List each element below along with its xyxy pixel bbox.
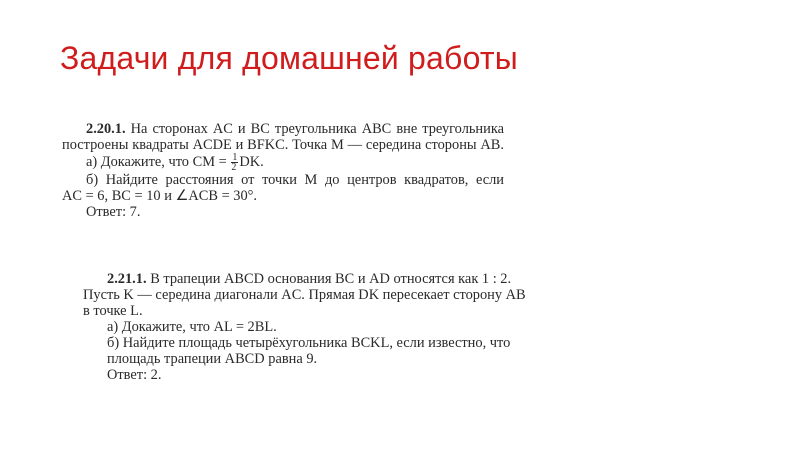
slide-title: Задачи для домашней работы <box>60 40 518 76</box>
problem-line <box>62 121 504 137</box>
part-a-text: а) Докажите, что CM = <box>86 153 227 170</box>
problem-line: Пусть K — середина диагонали AC. Прямая DK пересекает сторону AB <box>83 287 526 303</box>
part-a-suffix: DK. <box>239 153 264 170</box>
answer: Ответ: 2. <box>107 367 162 383</box>
part-b-line: б) Найдите расстояния от точки M до центров квадратов, если <box>86 172 504 188</box>
problem-number: 2.20.1. <box>86 121 126 137</box>
answer: Ответ: 7. <box>86 204 141 220</box>
problem-line <box>83 271 512 287</box>
problem-text: На сторонах AC и BC треугольника ABC вне треугольника <box>130 121 504 137</box>
fraction-denominator: 2 <box>231 162 237 173</box>
fraction <box>231 153 238 172</box>
part-b-line: б) Найдите площадь четырёхугольника BCKL, если известно, что <box>107 335 511 351</box>
problem-2-20-1 <box>62 121 504 220</box>
part-b-line: площадь трапеции ABCD равна 9. <box>107 351 318 367</box>
problem-line: построены квадраты ACDE и BFKC. Точка M — середина стороны AB. <box>62 137 504 153</box>
problem-2-21-1 <box>83 271 526 383</box>
problem-text: В трапеции ABCD основания BC и AD относятся как 1 : 2. <box>150 271 512 287</box>
fraction-numerator: 1 <box>232 152 238 163</box>
problem-line: в точке L. <box>83 303 143 319</box>
part-a <box>62 153 504 172</box>
part-a: а) Докажите, что AL = 2BL. <box>107 319 277 335</box>
part-b-line: AC = 6, BC = 10 и ∠ACB = 30°. <box>62 188 258 204</box>
problem-number: 2.21.1. <box>107 271 147 287</box>
